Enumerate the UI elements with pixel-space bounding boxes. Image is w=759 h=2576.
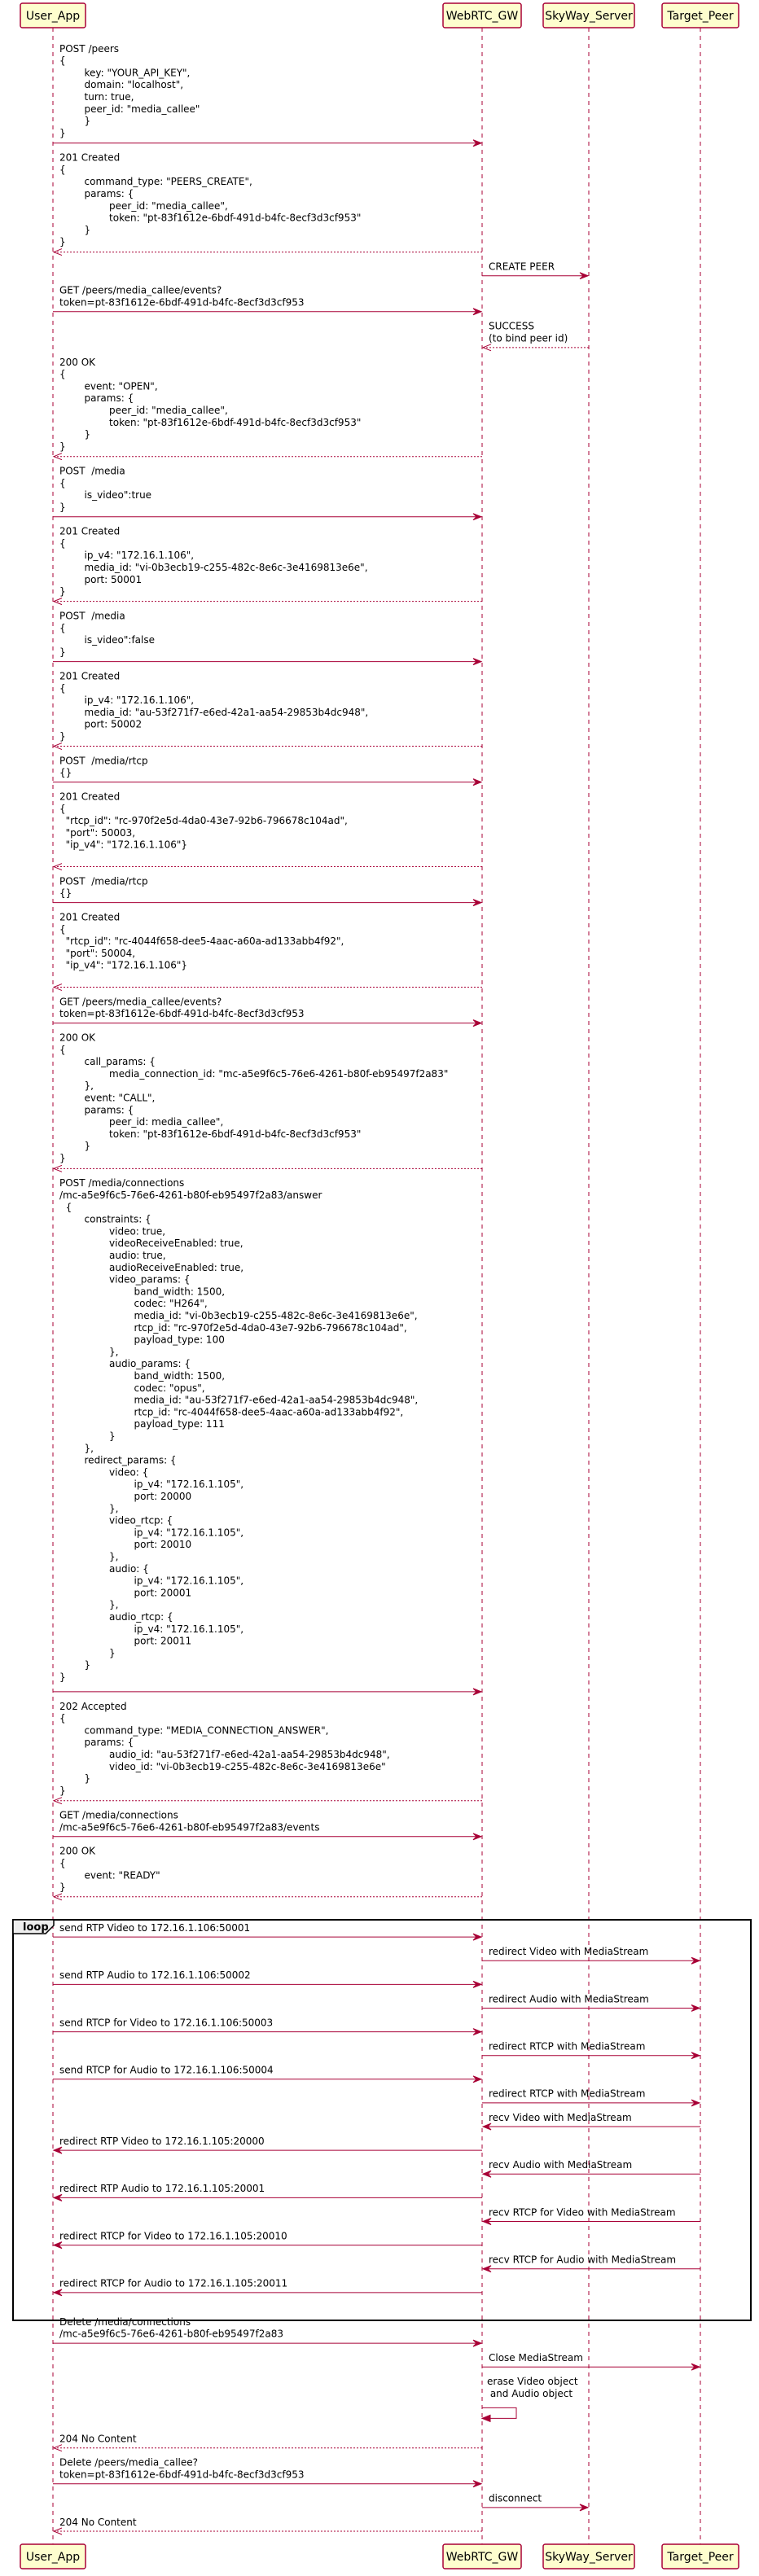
message-43	[54, 2517, 482, 2534]
message-text-line: port: 20001	[59, 1587, 192, 1599]
message-text-line: media_id: "au-53f271f7-e6ed-42a1-aa54-29853b4dc948",	[59, 1394, 419, 1406]
message-text-line: }	[59, 1430, 116, 1443]
message-text-line: payload_type: 111	[59, 1418, 225, 1430]
message-text-line: send RTP Video to 172.16.1.106:50001	[59, 1921, 251, 1934]
message-text-line: 201 Created	[59, 525, 121, 537]
message-text-line: redirect RTCP with MediaStream	[489, 2088, 646, 2100]
message-text-line: GET /peers/media_callee/events?	[59, 284, 222, 296]
message-text-line: params: {	[59, 188, 134, 200]
message-19	[53, 1810, 481, 1840]
message-text-line: event: "READY"	[59, 1869, 160, 1882]
message-11	[53, 755, 481, 785]
message-text-line: {	[59, 477, 66, 489]
message-text-line: token=pt-83f1612e-6bdf-491d-b4fc-8ecf3d3cf953	[59, 2469, 305, 2481]
message-text-line: band_width: 1500,	[59, 1286, 226, 1298]
message-text-line: port: 50002	[59, 718, 143, 730]
participant-label: SkyWay_Server	[545, 2551, 633, 2564]
message-text-line: video_id: "vi-0b3ecb19-c255-482c-8e6c-3e4169813e6e"	[59, 1760, 386, 1772]
message-text-line: codec: "opus",	[59, 1382, 205, 1394]
message-text-line: videoReceiveEnabled: true,	[59, 1238, 243, 1250]
message-text-line: }	[59, 236, 66, 248]
message-text-line: },	[59, 1502, 119, 1514]
message-text-line: {	[59, 537, 66, 550]
participant-peer-top	[662, 3, 739, 28]
message-text-line: peer_id: "media_callee"	[59, 103, 200, 115]
message-text-line: {	[59, 923, 66, 935]
message-text-line: {	[59, 164, 66, 176]
message-9	[53, 611, 481, 665]
message-text-line: token: "pt-83f1612e-6bdf-491d-b4fc-8ecf3d3cf953"	[59, 212, 362, 224]
message-text-line: send RTCP for Audio to 172.16.1.106:50004	[59, 2064, 274, 2076]
message-36	[54, 2278, 482, 2296]
message-text-line: 200 OK	[59, 1032, 96, 1044]
message-text-line: port: 20000	[59, 1491, 192, 1503]
message-31	[483, 2159, 700, 2177]
message-text-line: /mc-a5e9f6c5-76e6-4261-b80f-eb95497f2a83/events	[59, 1821, 320, 1833]
message-text-line: }	[59, 127, 66, 139]
message-text-line: },	[59, 1551, 119, 1563]
message-text-line: command_type: "MEDIA_CONNECTION_ANSWER",	[59, 1724, 329, 1737]
message-text-line: ip_v4: "172.16.1.105",	[59, 1575, 244, 1587]
message-text-line: redirect RTCP for Video to 172.16.1.105:20010	[59, 2230, 287, 2242]
message-32	[54, 2183, 482, 2201]
messages-layer	[53, 43, 700, 2534]
participant-sky-top	[543, 3, 634, 28]
message-6	[54, 357, 482, 460]
message-text-line: POST /media	[59, 465, 125, 477]
message-text-line: CREATE PEER	[489, 261, 555, 273]
message-text-line: rtcp_id: "rc-970f2e5d-4da0-43e7-92b6-796678c104ad",	[59, 1321, 407, 1334]
message-1	[53, 43, 481, 147]
message-28	[482, 2088, 700, 2106]
participant-label: SkyWay_Server	[545, 10, 633, 23]
message-text-line: {	[59, 1044, 66, 1056]
message-text-line: "ip_v4": "172.16.1.106"}	[59, 959, 188, 971]
message-text-line: }	[59, 730, 66, 743]
message-text-line: token: "pt-83f1612e-6bdf-491d-b4fc-8ecf3d3cf953"	[59, 1128, 362, 1140]
message-text-line: "ip_v4": "172.16.1.106"}	[59, 839, 188, 851]
message-16	[54, 1032, 482, 1172]
message-text-line: POST /peers	[59, 42, 120, 55]
message-text-line: media_id: "vi-0b3ecb19-c255-482c-8e6c-3e4169813e6e",	[59, 561, 368, 573]
message-text-line: },	[59, 1346, 119, 1358]
participant-app-bottom	[20, 2544, 86, 2569]
message-42	[482, 2493, 588, 2511]
message-text-line: }	[59, 1671, 66, 1684]
message-text-line: },	[59, 1080, 94, 1092]
message-text-line: redirect RTP Video to 172.16.1.105:20000	[59, 2135, 265, 2147]
participant-label: User_App	[25, 10, 81, 23]
message-text-line: redirect Audio with MediaStream	[489, 1993, 649, 2005]
message-text-line: peer_id: media_callee",	[59, 1116, 224, 1128]
message-text-line: is_video":true	[59, 489, 152, 502]
message-22	[482, 1946, 700, 1964]
message-text-line: 201 Created	[59, 911, 121, 923]
message-text-line: Delete /media/connections	[59, 2315, 191, 2328]
message-text-line: }	[59, 115, 91, 127]
message-text-line: SUCCESS	[489, 320, 534, 332]
message-text-line: port: 20010	[59, 1539, 192, 1551]
message-text-line: rtcp_id: "rc-4044f658-dee5-4aac-a60a-ad133abb4f92",	[59, 1406, 404, 1418]
message-text-line: video: true,	[59, 1225, 166, 1238]
message-text-line: send RTP Audio to 172.16.1.106:50002	[59, 1969, 251, 1982]
message-text-line: params: {	[59, 1737, 134, 1749]
message-text-line: POST /media/connections	[59, 1177, 185, 1189]
message-text-line: send RTCP for Video to 172.16.1.106:50003	[59, 2017, 274, 2029]
message-text-line: constraints: {	[59, 1213, 151, 1225]
message-text-line: video_rtcp: {	[59, 1514, 173, 1527]
message-text-line: media_id: "vi-0b3ecb19-c255-482c-8e6c-3e4169813e6e",	[59, 1310, 418, 1322]
message-text-line: command_type: "PEERS_CREATE",	[59, 176, 252, 188]
message-text-line: redirect_params: {	[59, 1454, 177, 1466]
message-text-line: {	[59, 622, 66, 634]
message-text-line: audio: {	[59, 1562, 149, 1575]
message-text-line: {}	[59, 887, 72, 900]
message-27	[53, 2065, 481, 2083]
message-text-line: is_video":false	[59, 634, 155, 646]
message-text-line: {	[59, 1857, 66, 1869]
participant-gw-top	[443, 3, 521, 28]
message-text-line: params: {	[59, 1104, 134, 1116]
message-text-line: }	[59, 1647, 116, 1659]
message-text-line: ip_v4: "172.16.1.105",	[59, 1479, 244, 1491]
message-24	[482, 1993, 700, 2011]
message-text-line: recv RTCP for Video with MediaStream	[489, 2206, 676, 2219]
message-text-line: "rtcp_id": "rc-970f2e5d-4da0-43e7-92b6-796678c104ad",	[59, 815, 348, 827]
message-13	[53, 875, 481, 905]
message-text-line: token: "pt-83f1612e-6bdf-491d-b4fc-8ecf3d3cf953"	[59, 416, 362, 428]
message-12	[54, 791, 482, 870]
message-21	[53, 1922, 481, 1940]
participant-gw-bottom	[443, 2544, 521, 2569]
message-29	[483, 2112, 700, 2130]
participant-label: Target_Peer	[667, 2551, 734, 2564]
message-text-line: },	[59, 1442, 94, 1454]
message-40	[54, 2433, 482, 2451]
participant-label: WebRTC_GW	[445, 2551, 519, 2564]
message-text-line: {	[59, 1201, 72, 1213]
message-33	[483, 2206, 700, 2224]
message-text-line: Delete /peers/media_callee?	[59, 2456, 199, 2469]
message-text-line: 200 OK	[59, 1845, 96, 1857]
message-text-line: "port": 50003,	[59, 826, 136, 839]
message-text-line: {	[59, 368, 66, 380]
message-text-line: key: "YOUR_API_KEY",	[59, 67, 191, 79]
message-text-line: }	[59, 428, 91, 440]
message-text-line: {	[59, 803, 66, 815]
message-3	[482, 261, 588, 278]
message-text-line: recv Audio with MediaStream	[489, 2159, 633, 2171]
message-39	[482, 2376, 578, 2421]
message-34	[54, 2230, 482, 2248]
message-text-line: /mc-a5e9f6c5-76e6-4261-b80f-eb95497f2a83	[59, 2328, 284, 2340]
message-text-line: }	[59, 502, 66, 514]
message-text-line: peer_id: "media_callee",	[59, 404, 228, 416]
message-text-line: 204 No Content	[59, 2516, 137, 2528]
message-text-line: ip_v4: "172.16.1.106",	[59, 694, 195, 707]
message-text-line: {	[59, 682, 66, 694]
message-text-line: redirect RTCP for Audio to 172.16.1.105:20011	[59, 2277, 288, 2289]
message-5	[483, 321, 589, 351]
message-26	[482, 2040, 700, 2058]
message-text-line: erase Video object	[487, 2376, 578, 2388]
message-text-line: }	[59, 1882, 66, 1894]
message-text-line: {}	[59, 767, 72, 779]
message-text-line: }	[59, 1152, 66, 1164]
message-7	[53, 466, 481, 520]
message-text-line: media_connection_id: "mc-a5e9f6c5-76e6-4261-b80f-eb95497f2a83"	[59, 1067, 449, 1080]
message-14	[54, 912, 482, 991]
message-35	[483, 2254, 700, 2272]
message-text-line: recv Video with MediaStream	[489, 2111, 632, 2123]
message-text-line: token=pt-83f1612e-6bdf-491d-b4fc-8ecf3d3cf953	[59, 296, 305, 309]
message-text-line: 201 Created	[59, 791, 121, 803]
message-text-line: }	[59, 224, 91, 236]
message-text-line: video_params: {	[59, 1273, 191, 1286]
message-text-line: and Audio object	[487, 2387, 573, 2399]
message-text-line: 204 No Content	[59, 2433, 137, 2445]
message-text-line: Close MediaStream	[489, 2352, 583, 2364]
participant-sky-bottom	[543, 2544, 634, 2569]
message-20	[54, 1846, 482, 1900]
message-text-line: }	[59, 1772, 91, 1785]
message-text-line: codec: "H264",	[59, 1298, 208, 1310]
message-text-line: POST /media/rtcp	[59, 875, 148, 887]
message-text-line: redirect Video with MediaStream	[489, 1946, 649, 1958]
message-text-line: domain: "localhost",	[59, 79, 184, 91]
message-text-line: }	[59, 585, 66, 598]
message-text-line: "rtcp_id": "rc-4044f658-dee5-4aac-a60a-ad133abb4f92",	[59, 935, 344, 948]
message-text-line: media_id: "au-53f271f7-e6ed-42a1-aa54-29853b4dc948",	[59, 706, 369, 718]
message-17	[53, 1177, 481, 1695]
message-text-line: redirect RTCP with MediaStream	[489, 2040, 646, 2052]
message-text-line: payload_type: 100	[59, 1334, 225, 1346]
message-text-line: }	[59, 646, 66, 658]
participant-app-top	[20, 3, 86, 28]
participant-label: WebRTC_GW	[445, 10, 519, 23]
message-text-line: port: 50001	[59, 573, 143, 585]
message-text-line: recv RTCP for Audio with MediaStream	[489, 2254, 677, 2266]
message-text-line: GET /media/connections	[59, 1809, 178, 1821]
message-text-line: audio_id: "au-53f271f7-e6ed-42a1-aa54-29853b4dc948",	[59, 1748, 390, 1760]
message-text-line: (to bind peer id)	[489, 332, 568, 344]
message-text-line: "port": 50004,	[59, 947, 136, 959]
message-text-line: 201 Created	[59, 151, 121, 164]
message-text-line: GET /peers/media_callee/events?	[59, 996, 222, 1008]
message-text-line: audioReceiveEnabled: true,	[59, 1261, 244, 1273]
message-text-line: event: "OPEN",	[59, 380, 158, 392]
message-8	[54, 526, 482, 605]
message-text-line: ip_v4: "172.16.1.105",	[59, 1623, 244, 1635]
message-text-line: call_params: {	[59, 1056, 156, 1068]
message-text-line: token=pt-83f1612e-6bdf-491d-b4fc-8ecf3d3cf953	[59, 1008, 305, 1020]
loop-label: loop	[23, 1921, 49, 1934]
message-text-line: 202 Accepted	[59, 1700, 127, 1712]
message-2	[54, 152, 482, 256]
message-text-line: ip_v4: "172.16.1.105",	[59, 1527, 244, 1539]
message-text-line: band_width: 1500,	[59, 1370, 226, 1382]
message-text-line: {	[59, 1712, 66, 1724]
message-text-line: redirect RTP Audio to 172.16.1.105:20001	[59, 2183, 265, 2195]
message-41	[53, 2457, 481, 2487]
message-text-line: }	[59, 1140, 91, 1152]
arrow-head	[482, 2415, 490, 2421]
message-4	[53, 285, 481, 315]
message-25	[53, 2017, 481, 2035]
message-23	[53, 1969, 481, 1987]
message-text-line: POST /media	[59, 610, 125, 622]
message-text-line: POST /media/rtcp	[59, 755, 148, 767]
message-text-line: video: {	[59, 1466, 149, 1479]
message-text-line: }	[59, 1659, 91, 1671]
message-text-line: event: "CALL",	[59, 1092, 156, 1104]
message-text-line: audio_rtcp: {	[59, 1611, 173, 1623]
participant-label: User_App	[25, 2551, 81, 2564]
message-text-line: }	[59, 1785, 66, 1797]
participant-peer-bottom	[662, 2544, 739, 2569]
message-10	[54, 671, 482, 750]
message-text-line: params: {	[59, 392, 134, 405]
message-text-line: peer_id: "media_callee",	[59, 199, 228, 212]
message-text-line: port: 20011	[59, 1635, 192, 1647]
message-text-line: 201 Created	[59, 670, 121, 682]
message-text-line: 200 OK	[59, 356, 96, 368]
message-text-line: ip_v4: "172.16.1.106",	[59, 550, 195, 562]
message-text-line: disconnect	[489, 2492, 542, 2504]
participant-label: Target_Peer	[667, 10, 734, 23]
message-30	[54, 2136, 482, 2153]
message-38	[482, 2352, 700, 2370]
message-text-line: audio_params: {	[59, 1358, 191, 1370]
message-text-line: },	[59, 1599, 119, 1611]
message-text-line: /mc-a5e9f6c5-76e6-4261-b80f-eb95497f2a83/answer	[59, 1189, 322, 1202]
message-text-line: }	[59, 440, 66, 453]
message-18	[54, 1701, 482, 1804]
message-text-line: {	[59, 55, 66, 67]
message-text-line: turn: true,	[59, 91, 134, 103]
message-15	[53, 996, 481, 1026]
message-text-line: audio: true,	[59, 1250, 166, 1262]
